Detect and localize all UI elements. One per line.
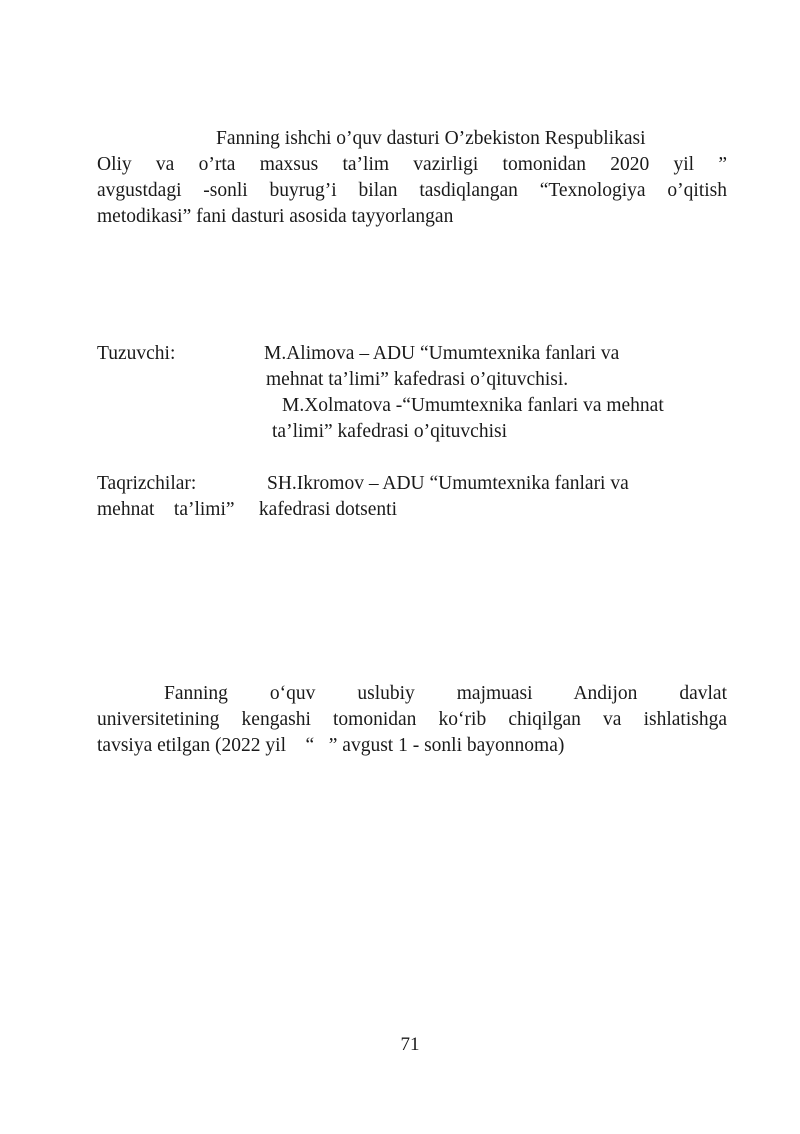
- intro-line-4: metodikasi” fani dasturi asosida tayyorlangan: [97, 206, 454, 227]
- reviewers-label: Taqrizchilar:: [97, 473, 197, 494]
- author-1-line-2: mehnat ta’limi” kafedrasi o’qituvchisi.: [266, 369, 569, 390]
- intro-line-1: Fanning ishchi o’quv dasturi O’zbekiston Respublikasi: [216, 128, 646, 149]
- approval-line-3: tavsiya etilgan (2022 yil “ ” avgust 1 - sonli bayonnoma): [97, 735, 565, 756]
- page-number: 71: [400, 1034, 420, 1055]
- intro-line-2: Oliy va o’rta maxsus ta’lim vazirligi tomonidan 2020 yil ”: [97, 154, 727, 175]
- author-2-line-2: ta’limi” kafedrasi o’qituvchisi: [272, 421, 508, 442]
- authors-label: Tuzuvchi:: [97, 343, 176, 364]
- approval-line-2: universitetining kengashi tomonidan ko‘rib chiqilgan va ishlatishga: [97, 709, 727, 730]
- intro-line-3: avgustdagi -sonli buyrug’i bilan tasdiqlangan “Texnologiya o’qitish: [97, 180, 727, 201]
- author-1-line-1: M.Alimova – ADU “Umumtexnika fanlari va: [264, 343, 620, 364]
- author-2-line-1: M.Xolmatova -“Umumtexnika fanlari va mehnat: [282, 395, 664, 416]
- approval-line-1: Fanning o‘quv uslubiy majmuasi Andijon davlat: [164, 683, 727, 704]
- reviewer-1-line-1: SH.Ikromov – ADU “Umumtexnika fanlari va: [267, 473, 629, 494]
- reviewer-1-line-2: mehnat ta’limi” kafedrasi dotsenti: [97, 499, 397, 520]
